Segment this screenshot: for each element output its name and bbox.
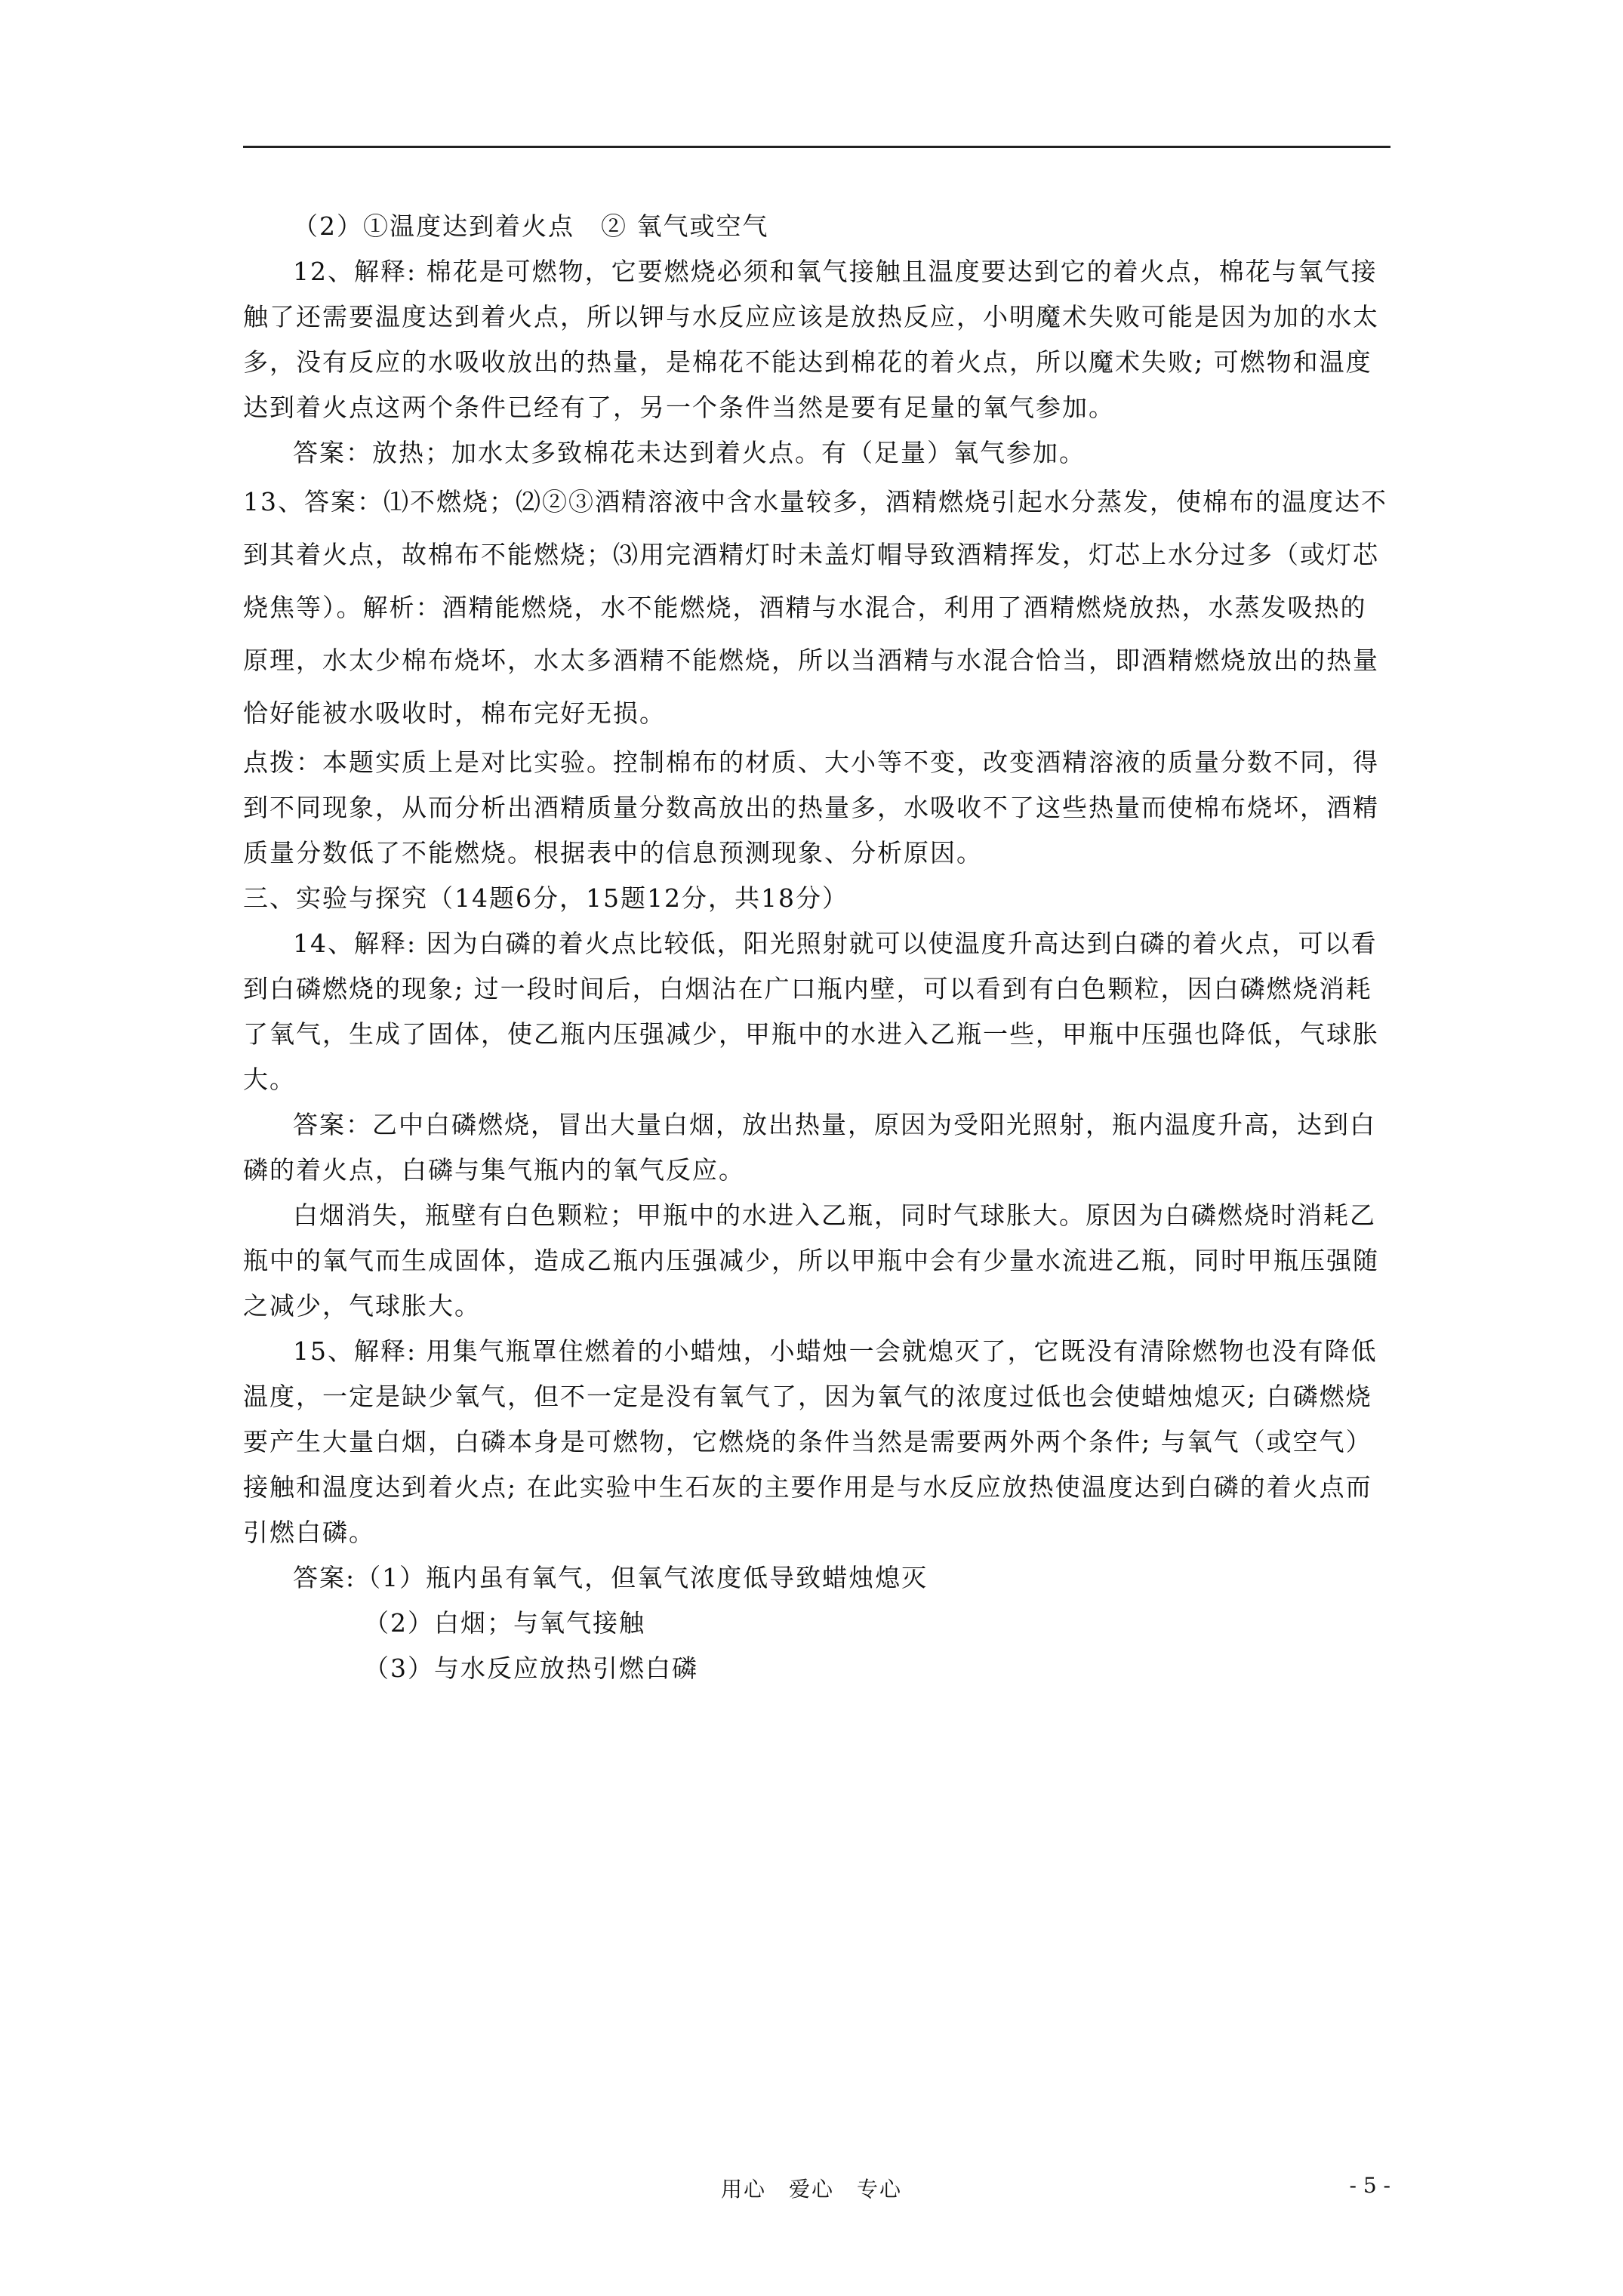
footer-motto: 用心 爱心 专心: [720, 2177, 902, 2202]
q14-answer-1: 答案：乙中白磷燃烧，冒出大量白烟，放出热量，原因为受阳光照射，瓶内温度升高，达到白磷的着火点，白磷与集气瓶内的氧气反应。: [243, 1110, 1376, 1185]
q14-answer-2: 白烟消失，瓶壁有白色颗粒；甲瓶中的水进入乙瓶，同时气球胀大。原因为白磷燃烧时消耗乙瓶中的氧气而生成固体，造成乙瓶内压强减少，所以甲瓶中会有少量水流进乙瓶，同时甲瓶压强随之减少，气球胀大。: [243, 1200, 1379, 1321]
answer-line-2: （2）①温度达到着火点 ② 氧气或空气: [293, 211, 769, 241]
q12-explanation: 12、解释: 棉花是可燃物，它要燃烧必须和氧气接触且温度要达到它的着火点，棉花与氧气接触了还需要温度达到着火点，所以钾与水反应应该是放热反应，小明魔术失败可能是因为加的水太多，没有反应的水吸收放出的热量，是棉花不能达到棉花的着火点，所以魔术失败; 可燃物和温度达到着火点这两个条件已经有了，另一个条件当然是要有足量的氧气参加。: [243, 257, 1379, 422]
q14-explanation: 14、解释: 因为白磷的着火点比较低，阳光照射就可以使温度升高达到白磷的着火点，可以看到白磷燃烧的现象; 过一段时间后，白烟沾在广口瓶内壁，可以看到有白色颗粒，因白磷燃烧消耗了氧气，生成了固体，使乙瓶内压强减少，甲瓶中的水进入乙瓶一些，甲瓶中压强也降低，气球胀大。: [243, 929, 1379, 1094]
q12-answer: 答案：放热；加水太多致棉花未达到着火点。有（足量）氧气参加。: [293, 438, 1086, 467]
section-3-heading: 三、实验与探究（14题6分，15题12分，共18分）: [243, 883, 848, 913]
page-content: [243, 204, 1390, 1691]
q15-answer-3: （3）与水反应放热引燃白磷: [364, 1653, 698, 1683]
q15-answer-2: （2）白烟；与氧气接触: [364, 1608, 645, 1638]
header-rule: [243, 146, 1390, 148]
q13-tip: 点拨：本题实质上是对比实验。控制棉布的材质、大小等不变，改变酒精溶液的质量分数不同，得到不同现象，从而分析出酒精质量分数高放出的热量多，水吸收不了这些热量而使棉布烧坏，酒精质量分数低了不能燃烧。根据表中的信息预测现象、分析原因。: [243, 747, 1379, 868]
page-number: - 5 -: [1349, 2173, 1390, 2198]
q15-answer-1: 答案:（1）瓶内虽有氧气，但氧气浓度低导致蜡烛熄灭: [293, 1563, 929, 1592]
q15-explanation: 15、解释: 用集气瓶罩住燃着的小蜡烛，小蜡烛一会就熄灭了，它既没有清除燃物也没有降低温度，一定是缺少氧气，但不一定是没有氧气了，因为氧气的浓度过低也会使蜡烛熄灭; 白磷燃烧要产生大量白烟，白磷本身是可燃物，它燃烧的条件当然是需要两外两个条件; 与氧气（或空气）接触和温度达到着火点; 在此实验中生石灰的主要作用是与水反应放热使温度达到白磷的着火点而引燃白磷。: [243, 1336, 1378, 1547]
q13-answer: 13、答案：⑴不燃烧；⑵②③酒精溶液中含水量较多，酒精燃烧引起水分蒸发，使棉布的温度达不到其着火点，故棉布不能燃烧；⑶用完酒精灯时未盖灯帽导致酒精挥发，灯芯上水分过多（或灯芯烧焦等）。解析：酒精能燃烧，水不能燃烧，酒精与水混合，利用了酒精燃烧放热，水蒸发吸热的原理，水太少棉布烧坏，水太多酒精不能燃烧，所以当酒精与水混合恰当，即酒精燃烧放出的热量恰好能被水吸收时，棉布完好无损。: [243, 487, 1387, 728]
